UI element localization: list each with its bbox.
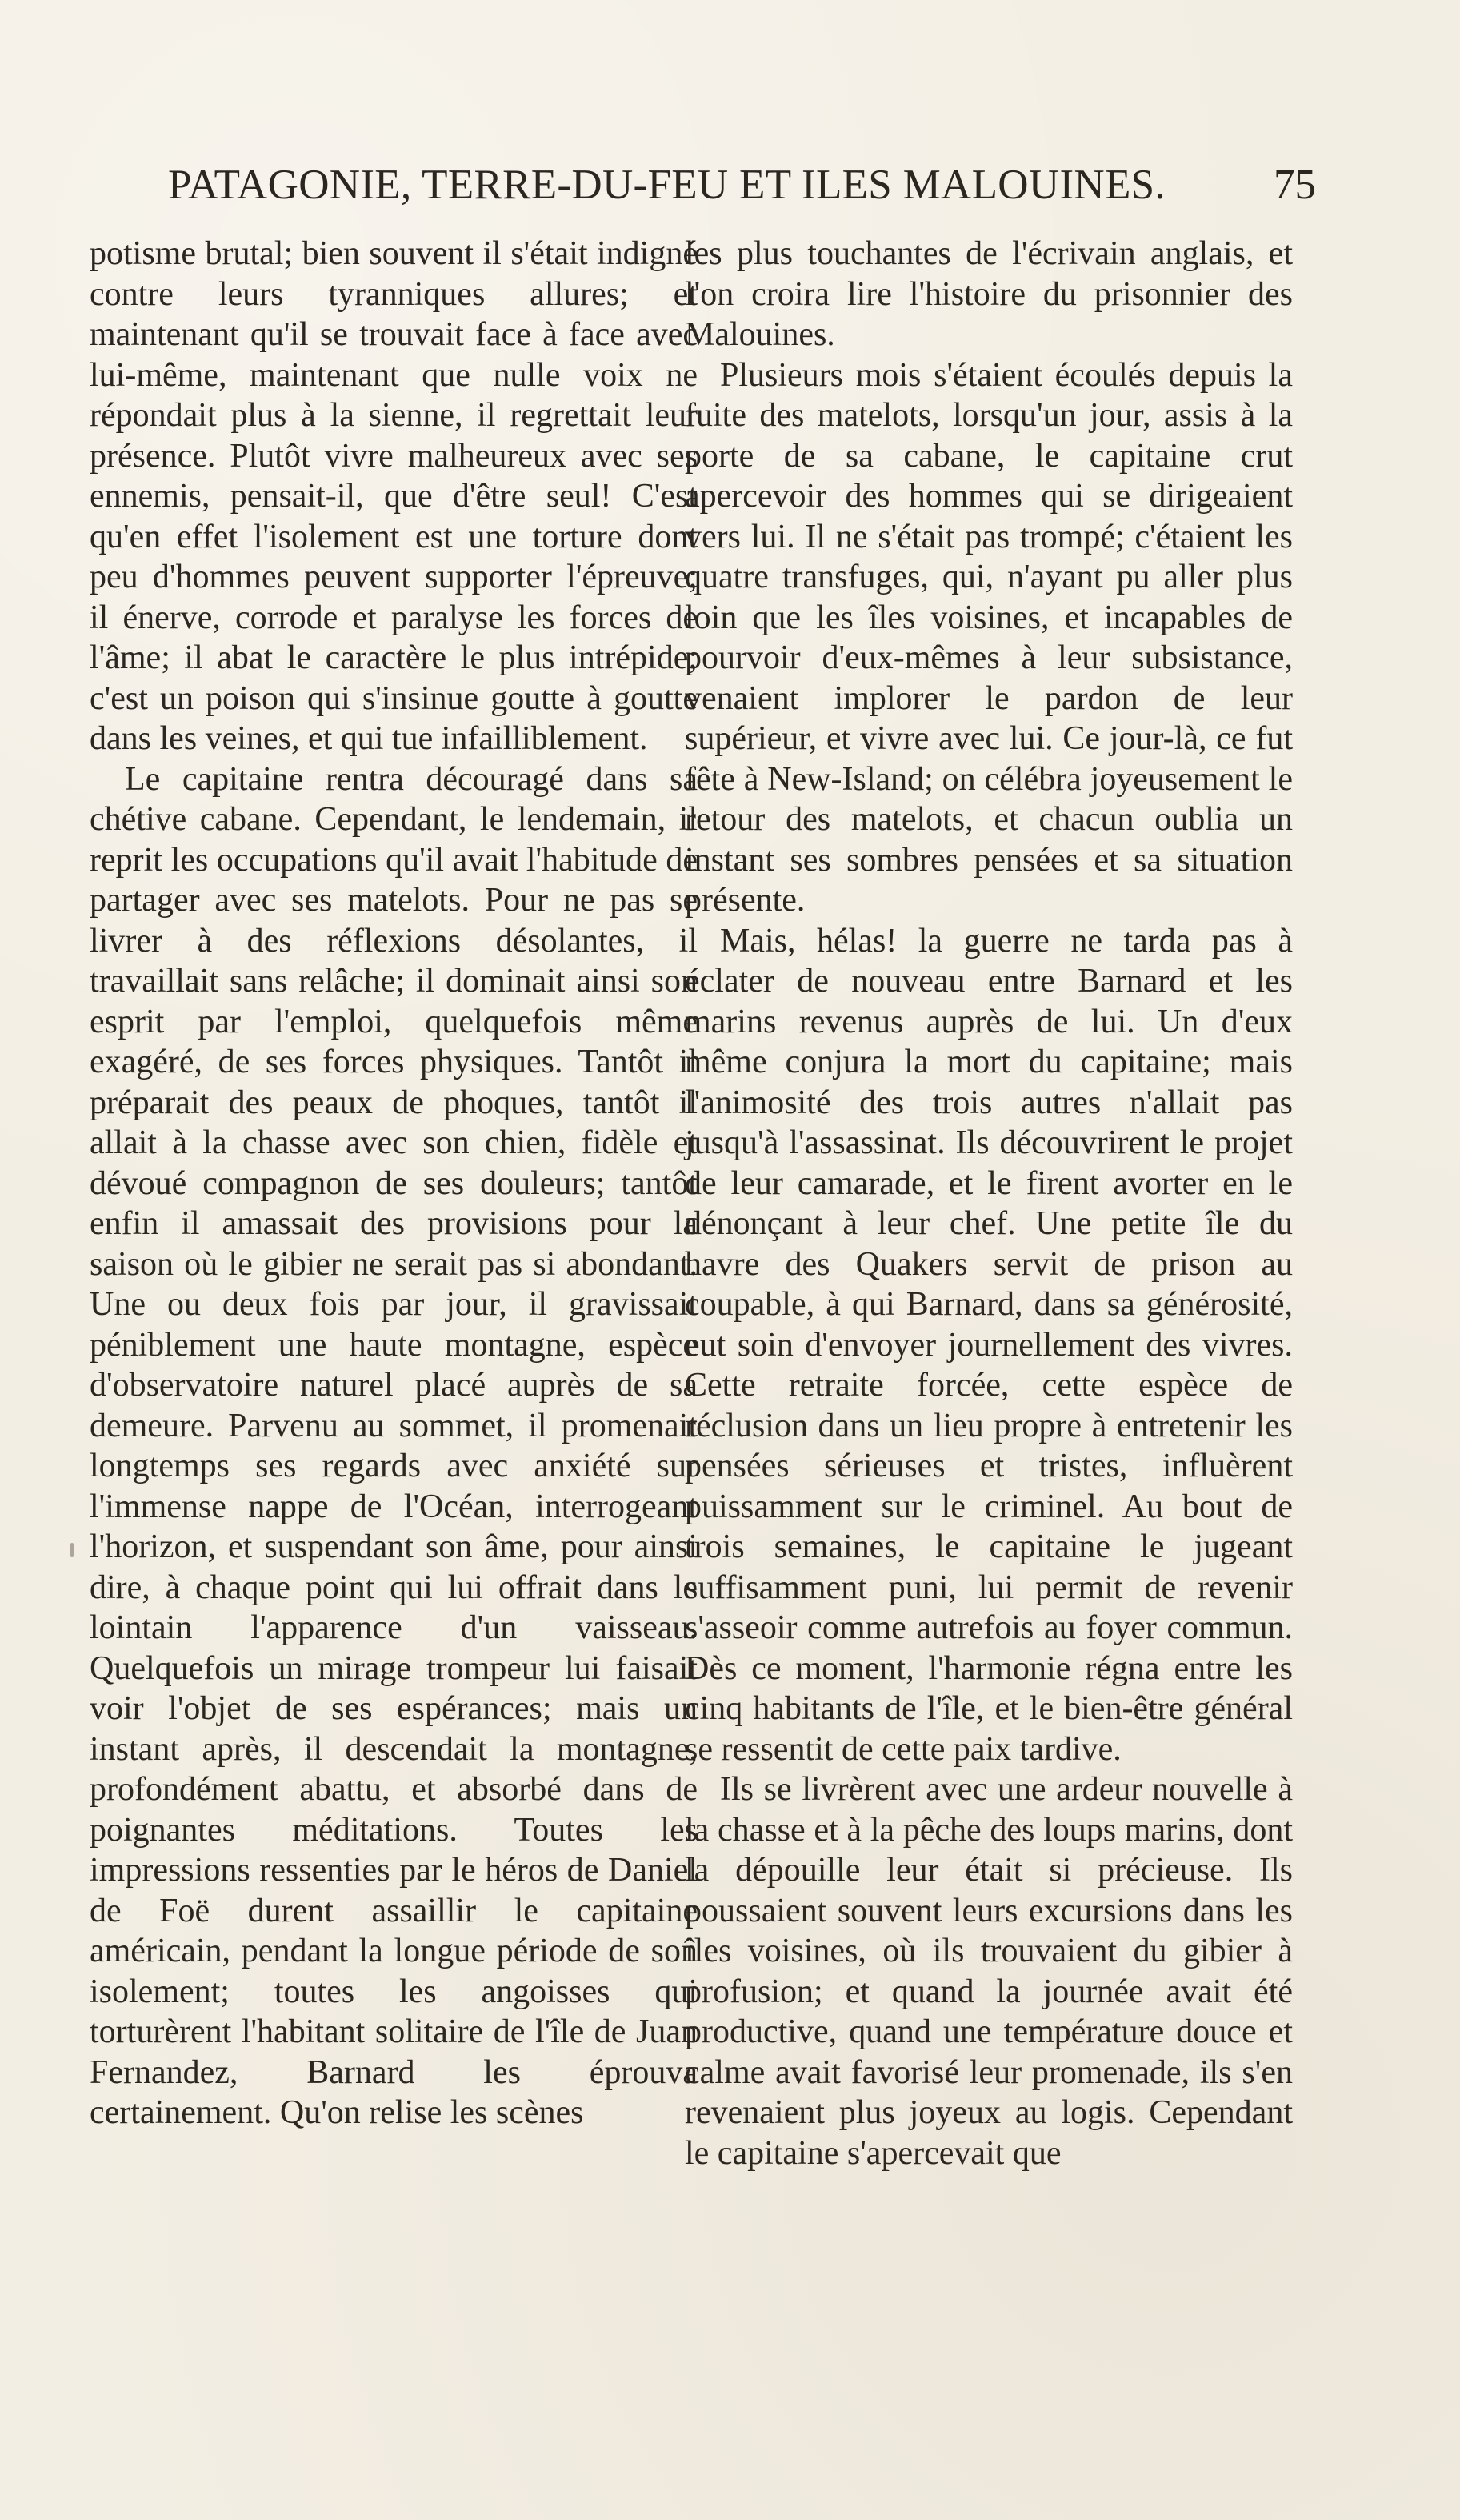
right-paragraph-2: Plusieurs mois s'étaient écoulés depuis la fuite des matelots, lorsqu'un jour, assis à la porte de sa cabane, le capitaine crut apercevoir des hommes qui se dirigeaient vers lui. Il ne s'était pas trompé; c'étaient les quatre transfuges, qui, n'ayant pu aller plus loin que les îles voisines, et incapables de pourvoir d'eux-mêmes à leur subsistance, venaient implorer le pardon de leur supérieur, et vivre avec lui. Ce jour-là, ce fut fête à New-Island; on célébra joyeusement le retour des matelots, et chacun oublia un instant ses sombres pensées et sa situation présente. — [685, 356, 1293, 919]
right-paragraph-4: Ils se livrèrent avec une ardeur nouvelle à la chasse et à la pêche des loups marins, dont la dépouille leur était si précieuse. Ils poussaient souvent leurs excursions dans les îles voisines, où ils trouvaient du gibier à profusion; et quand la journée avait été productive, quand une température douce et calme avait favorisé leur promenade, ils s'en revenaient plus joyeux au logis. Cependant le capitaine s'apercevait que — [685, 1771, 1293, 2172]
left-paragraph-2: Le capitaine rentra découragé dans sa chétive cabane. Cependant, le lendemain, il reprit les occupations qu'il avait l'habitude de partager avec ses matelots. Pour ne pas se livrer à des réflexions désolantes, il travaillait sans relâche; il dominait ainsi son esprit par l'emploi, quelquefois même exagéré, de ses forces physiques. Tantôt il préparait des peaux de phoques, tantôt il allait à la chasse avec son chien, fidèle et dévoué compagnon de ses douleurs; tantôt enfin il amassait des provisions pour la saison où le gibier ne serait pas si abondant. Une ou deux fois par jour, il gravissait péniblement une haute montagne, espèce d'observatoire naturel placé auprès de sa demeure. Parvenu au sommet, il promenait longtemps ses regards avec anxiété sur l'immense nappe de l'Océan, interrogeant l'horizon, et suspendant son âme, pour ainsi dire, à chaque point qui lui offrait dans le lointain l'apparence d'un vaisseau. Quelquefois un mirage trompeur lui faisait voir l'objet de ses espérances; mais un instant après, il descendait la montagne, profondément abattu, et absorbé dans de poignantes méditations. Toutes les impressions ressenties par le héros de Daniel de Foë durent assaillir le capitaine américain, pendant la longue période de son isolement; toutes les angoisses qui torturèrent l'habitant solitaire de l'île de Juan Fernandez, Barnard les éprouva certainement. Qu'on relise les scènes — [90, 760, 698, 2131]
running-title: PATAGONIE, TERRE-DU-FEU ET ILES MALOUINES. — [168, 162, 1166, 208]
left-column — [90, 234, 698, 2133]
right-column — [685, 234, 1293, 2173]
margin-mark — [70, 1543, 74, 1557]
page-header — [168, 164, 1316, 220]
right-paragraph-3: Mais, hélas! la guerre ne tarda pas à éclater de nouveau entre Barnard et les marins revenus auprès de lui. Un d'eux même conjura la mort du capitaine; mais l'animosité des trois autres n'allait pas jusqu'à l'assassinat. Ils découvrirent le projet de leur camarade, et le firent avorter en le dénonçant à leur chef. Une petite île du havre des Quakers servit de prison au coupable, à qui Barnard, dans sa générosité, eut soin d'envoyer journellement des vivres. Cette retraite forcée, cette espèce de réclusion dans un lieu propre à entretenir les pensées sérieuses et tristes, influèrent puissamment sur le criminel. Au bout de trois semaines, le capitaine le jugeant suffisamment puni, lui permit de revenir s'asseoir comme autrefois au foyer commun. Dès ce moment, l'harmonie régna entre les cinq habitants de l'île, et le bien-être général se ressentit de cette paix tardive. — [685, 922, 1293, 1768]
right-paragraph-1: les plus touchantes de l'écrivain anglais, et l'on croira lire l'histoire du prisonnier des Malouines. — [685, 235, 1293, 353]
left-paragraph-1: potisme brutal; bien souvent il s'était indigné contre leurs tyranniques allures; et maintenant qu'il se trouvait face à face avec lui-même, maintenant que nulle voix ne répondait plus à la sienne, il regrettait leur présence. Plutôt vivre malheureux avec ses ennemis, pensait-il, que d'être seul! C'est qu'en effet l'isolement est une torture dont peu d'hommes peuvent supporter l'épreuve; il énerve, corrode et paralyse les forces de l'âme; il abat le caractère le plus intrépide; c'est un poison qui s'insinue goutte à goutte dans les veines, et qui tue infailliblement. — [90, 235, 698, 757]
page-number: 75 — [1274, 162, 1316, 208]
